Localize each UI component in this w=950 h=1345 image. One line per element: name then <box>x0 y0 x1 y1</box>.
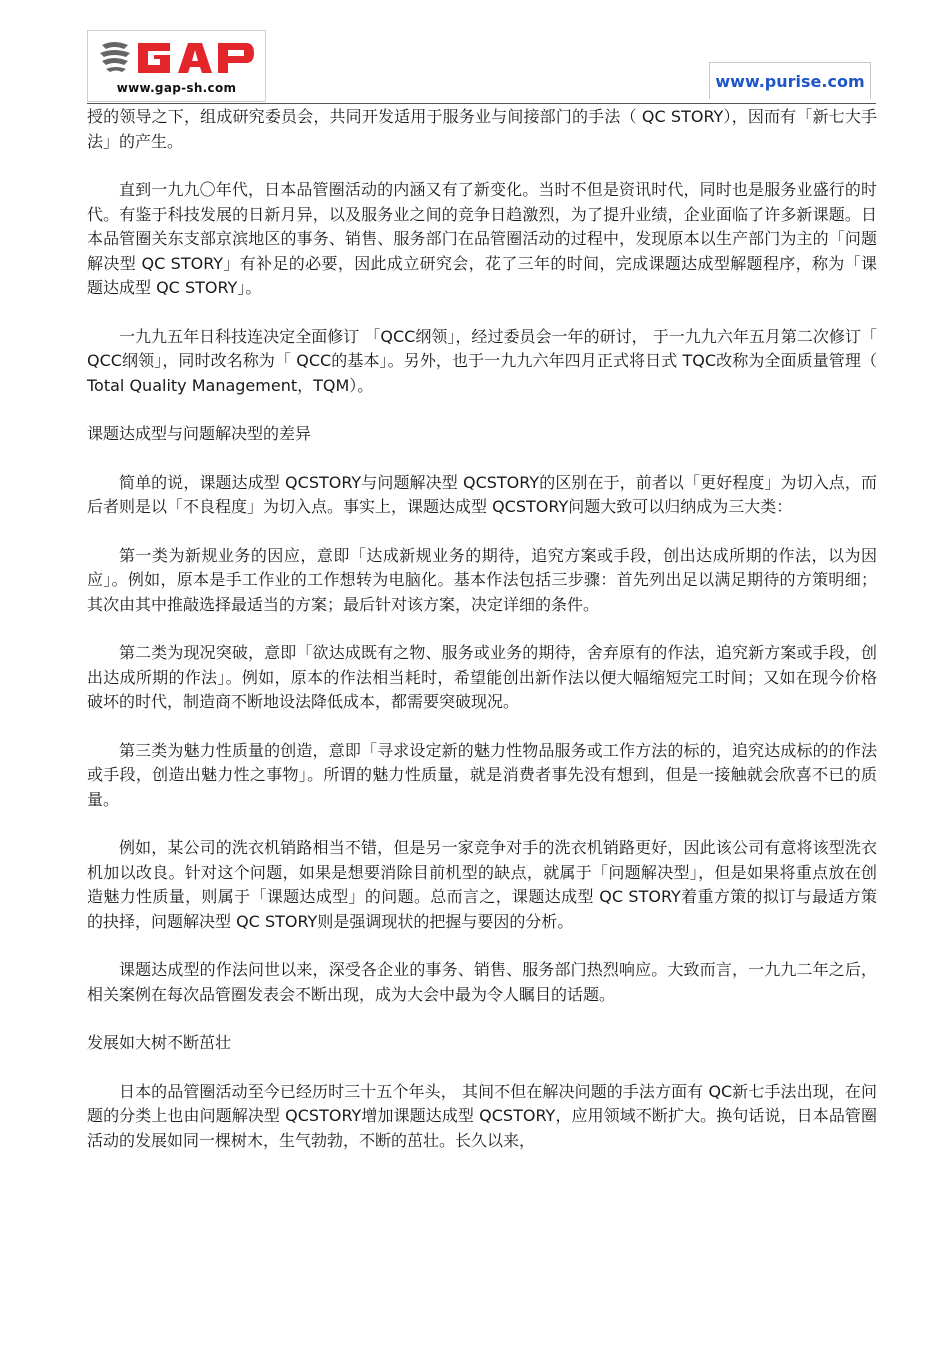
header-divider <box>87 103 876 104</box>
paragraph-7: 第三类为魅力性质量的创造，意即「寻求设定新的魅力性物品服务或工作方法的标的，追究达成标的的作法或手段，创造出魅力性之事物」。所谓的魅力性质量，就是消费者事先没有想到，但是一接触就会欣喜不已的质量。 <box>87 740 877 809</box>
logo-url-text: www.gap-sh.com <box>116 81 237 95</box>
paragraph-6: 第二类为现况突破，意即「欲达成既有之物、服务或业务的期待，舍弃原有的作法，追究新方案或手段，创出达成所期的作法」。例如，原本的作法相当耗时，希望能创出新作法以便大幅缩短完工时间；又如在现今价格破坏的时代，制造商不断地设法降低成本，都需要突破现况。 <box>87 643 877 711</box>
paragraph-2: 直到一九九〇年代，日本品管圈活动的内涵又有了新变化。当时不但是资讯时代，同时也是服务业盛行的时代。有鉴于科技发展的日新月异，以及服务业之间的竞争日趋激烈，为了提升业绩，企业面临了许多新课题。日本品管圈关东支部京滨地区的事务、销售、服务部门在品管圈活动的过程中，发现原本以生产部门为主的「问题解决型 QC STORY」有补足的必要，因此成立研究会，花了三年的时间，完成课题达成型解题程序，称为「课题达成型 QC STORY」。 <box>87 180 877 297</box>
document-body <box>87 105 877 1177</box>
site-link[interactable]: www.purise.com <box>709 62 871 99</box>
paragraph-8: 例如，某公司的洗衣机销路相当不错，但是另一家竞争对手的洗衣机销路更好，因此该公司有意将该型洗衣机加以改良。针对这个问题，如果是想要消除目前机型的缺点，就属于「问题解决型」，但是如果将重点放在创造魅力性质量，则属于「课题达成型」的问题。总而言之，课题达成型 QC STORY着重方策的拟订与最适方策的抉择，问题解决型 QC STORY则是强调现状的把握与要因的分析。 <box>87 838 877 931</box>
paragraph-9: 课题达成型的作法问世以来，深受各企业的事务、销售、服务部门热烈响应。大致而言，一九九二年之后，相关案例在每次品管圈发表会不断出现，成为大会中最为令人瞩目的话题。 <box>87 960 877 1004</box>
company-logo[interactable] <box>87 30 266 102</box>
paragraph-5: 第一类为新规业务的因应，意即「达成新规业务的期待，追究方案或手段，创出达成所期的作法，以为因应」。例如，原本是手工作业的工作想转为电脑化。基本作法包括三步骤：首先列出足以满足期待的方策明细；其次由其中推敲选择最适当的方案；最后针对该方案，决定详细的条件。 <box>87 545 877 614</box>
paragraph-4: 简单的说，课题达成型 QCSTORY与问题解决型 QCSTORY的区别在于，前者以「更好程度」为切入点，而后者则是以「不良程度」为切入点。事实上，课题达成型 QCSTORY问题大致可以归纳成为三大类： <box>87 472 877 516</box>
swirl-icon <box>100 42 130 72</box>
paragraph-3: 一九九五年日科技连决定全面修订 「QCC纲领」，经过委员会一年的研讨， 于一九九六年五月第二次修订「 QCC纲领」，同时改名称为「 QCC的基本」。另外，也于一九九六年四月正式将日式 TQC改称为全面质量管理（ Total Quality Management，TQM）。 <box>87 326 877 395</box>
gap-logo-graphic <box>98 37 258 77</box>
gap-wordmark <box>138 43 254 73</box>
page-header <box>0 0 950 106</box>
paragraph-1: 授的领导之下，组成研究委员会，共同开发适用于服务业与间接部门的手法（ QC STORY），因而有「新七大手法」的产生。 <box>87 107 877 151</box>
section-heading-2: 发展如大树不断茁壮 <box>87 1033 232 1052</box>
paragraph-10: 日本的品管圈活动至今已经历时三十五个年头， 其间不但在解决问题的手法方面有 QC新七手法出现，在问题的分类上也由问题解决型 QCSTORY增加课题达成型 QCSTORY，应用领域不断扩大。换句话说，日本品管圈活动的发展如同一棵树木，生气勃勃，不断的茁壮。长久以来， <box>87 1081 877 1150</box>
section-heading-1: 课题达成型与问题解决型的差异 <box>87 424 312 443</box>
